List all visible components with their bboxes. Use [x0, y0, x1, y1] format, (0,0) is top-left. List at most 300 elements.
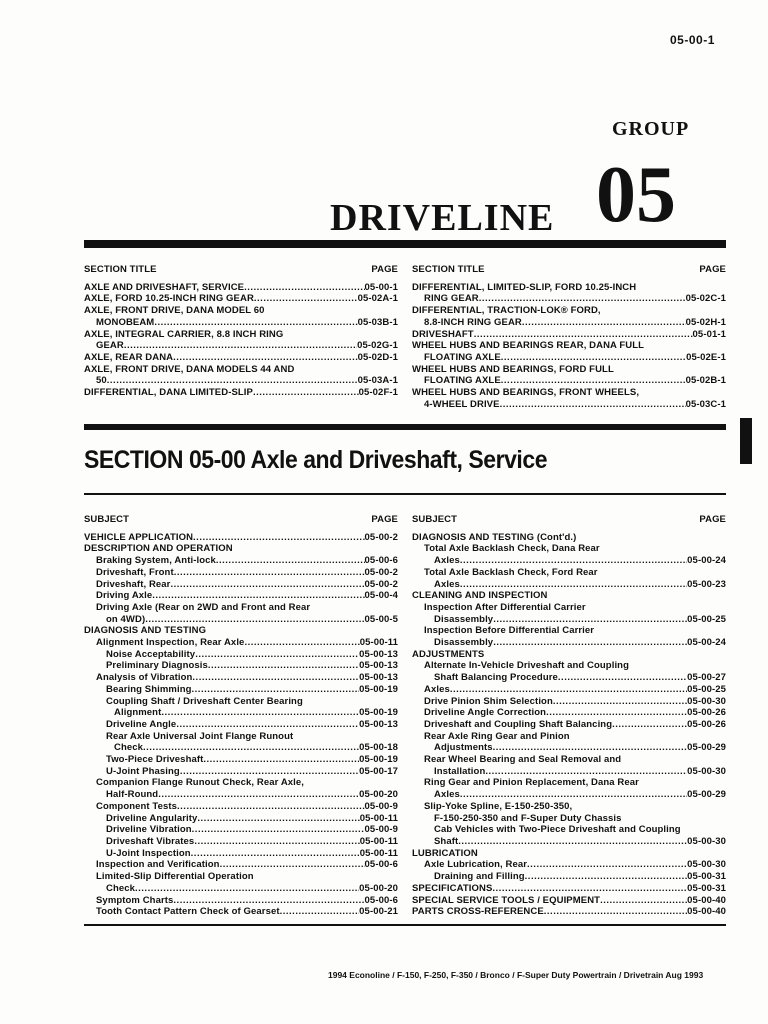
leader-dots [460, 555, 687, 567]
group-toc-entry [412, 387, 726, 399]
section-toc-entry-title: Disassembly [434, 637, 494, 649]
leader-dots [244, 637, 359, 649]
leader-dots [124, 340, 357, 352]
section-toc-entry [412, 731, 726, 743]
section-toc-entry-page: 05-00-31 [687, 882, 726, 894]
section-toc-header [84, 514, 398, 526]
section-toc-entry-page: 05-00-13 [359, 648, 398, 660]
group-toc-entry-page: 05-03A-1 [357, 375, 398, 387]
group-toc-entry-title: WHEEL HUBS AND BEARINGS, FRONT WHEELS, [412, 387, 640, 399]
section-toc-entry-title: Driveshaft and Coupling Shaft Balancing [424, 718, 613, 730]
leader-dots [525, 871, 688, 883]
section-toc-entry-page: 05-00-6 [364, 859, 398, 871]
group-toc-entry-title: WHEEL HUBS AND BEARINGS REAR, DANA FULL [412, 340, 645, 352]
group-toc-header [412, 264, 726, 276]
leader-dots [629, 660, 726, 672]
section-toc-entry-title: Half-Round [106, 789, 159, 801]
section-toc-entry-page: 05-00-19 [359, 707, 398, 719]
section-toc-entry-title: Inspection and Verification [96, 859, 220, 871]
section-toc-entry-page: 05-00-13 [359, 718, 398, 730]
section-toc-left [84, 514, 398, 918]
leader-dots [598, 567, 726, 579]
group-toc-entry-title: DIFFERENTIAL, TRACTION-LOK® FORD, [412, 305, 601, 317]
section-title-rule [84, 493, 726, 495]
leader-dots [195, 649, 359, 661]
section-toc-entry-title: Disassembly [434, 613, 494, 625]
section-toc-entry-page: 05-00-27 [687, 672, 726, 684]
leader-dots [293, 731, 398, 743]
section-toc-right [412, 514, 726, 918]
section-toc-entry-page: 05-00-19 [359, 754, 398, 766]
leader-dots [304, 777, 398, 789]
leader-dots [280, 906, 360, 918]
section-toc-entry [84, 543, 398, 555]
group-toc-entry-page: 05-02C-1 [685, 293, 726, 305]
section-toc-entry-title: Inspection After Differential Carrier [424, 601, 586, 613]
leader-dots [197, 813, 359, 825]
group-toc-entry [412, 293, 726, 305]
leader-dots [558, 672, 687, 684]
section-toc-entry [412, 848, 726, 860]
leader-dots [192, 684, 360, 696]
section-toc-entry [84, 906, 398, 918]
section-toc-entry-title: CLEANING AND INSPECTION [412, 590, 548, 602]
section-toc-entry [84, 696, 398, 708]
section-toc-entry-page: 05-00-4 [364, 590, 398, 602]
section-toc-entry [412, 766, 726, 778]
section-toc-entry [84, 895, 398, 907]
section-toc-entry-title: Ring Gear and Pinion Replacement, Dana Rear [424, 777, 639, 789]
group-toc-entry [412, 399, 726, 411]
group-toc-entry-title: RING GEAR [424, 293, 479, 305]
section-toc-entry [412, 579, 726, 591]
group-toc-entry [412, 317, 726, 329]
group-toc-entry-page: 05-02H-1 [685, 316, 726, 328]
section-toc-entry-title: Adjustments [434, 742, 493, 754]
section-toc-entry-title: Rear Axle Universal Joint Flange Runout [106, 730, 294, 742]
leader-dots [193, 532, 365, 544]
leader-dots [254, 293, 358, 305]
group-number: 05 [596, 151, 676, 239]
leader-dots [158, 789, 359, 801]
leader-dots [644, 340, 726, 352]
leader-dots [478, 848, 726, 860]
section-toc-entry-title: Axles [424, 683, 450, 695]
section-toc-entry [84, 777, 398, 789]
group-toc-entry-title: MONOBEAM [96, 316, 155, 328]
group-toc-entry-page: 05-02F-1 [358, 387, 398, 399]
section-toc-entry [412, 637, 726, 649]
section-toc-entry-page: 05-00-20 [359, 789, 398, 801]
section-toc-entry [412, 824, 726, 836]
leader-dots [493, 742, 688, 754]
group-toc-entry-page: 05-02E-1 [686, 351, 726, 363]
group-toc-entry-page: 05-01-1 [692, 328, 726, 340]
section-rule-top [84, 424, 726, 430]
section-toc-entry-title: Cab Vehicles with Two-Piece Driveshaft and Coupling [434, 824, 681, 836]
section-toc-entry-title: Two-Piece Driveshaft [106, 754, 204, 766]
section-toc-entry [412, 696, 726, 708]
section-toc-entry-title: VEHICLE APPLICATION [84, 531, 194, 543]
group-toc-entry-page: 05-02B-1 [685, 375, 726, 387]
group-toc-entry [84, 340, 398, 352]
leader-dots [594, 625, 726, 637]
leader-dots [253, 387, 359, 399]
section-toc-entry [412, 555, 726, 567]
section-toc-entry-title: Axles [434, 578, 460, 590]
section-toc-entry [412, 895, 726, 907]
section-toc-entry-title: Total Axle Backlash Check, Dana Rear [424, 543, 600, 555]
section-toc-entry [412, 649, 726, 661]
section-toc-entry-page: 05-00-11 [359, 847, 398, 859]
section-toc-entry-title: Symptom Charts [96, 894, 174, 906]
group-label: GROUP [612, 118, 690, 140]
section-toc-entry-page: 05-00-2 [364, 531, 398, 543]
leader-dots [479, 293, 686, 305]
leader-dots [265, 305, 398, 317]
leader-dots [460, 789, 687, 801]
page-number: 05-00-1 [670, 33, 715, 47]
section-toc-entry [412, 754, 726, 766]
section-toc-entry [412, 719, 726, 731]
leader-dots [194, 836, 359, 848]
section-toc-entry-title: Alternate In-Vehicle Driveshaft and Coupling [424, 660, 629, 672]
section-toc-entry-title: Driveline Angularity [106, 812, 198, 824]
section-toc-entry-page: 05-00-40 [687, 894, 726, 906]
leader-dots [135, 883, 359, 895]
section-toc-entry-title: PARTS CROSS-REFERENCE [412, 906, 544, 918]
leader-dots [294, 364, 398, 376]
section-toc-entry-title: Rear Axle Ring Gear and Pinion [424, 730, 570, 742]
leader-dots [639, 387, 726, 399]
leader-dots [614, 364, 726, 376]
section-toc-entry-page: 05-00-29 [687, 789, 726, 801]
section-toc-header-title: SUBJECT [412, 514, 458, 525]
group-toc-header-page: PAGE [699, 264, 726, 275]
section-toc-entry-title: SPECIAL SERVICE TOOLS / EQUIPMENT [412, 894, 601, 906]
group-toc-entry-title: AXLE, REAR DANA [84, 351, 174, 363]
section-toc-entry [84, 555, 398, 567]
group-toc-entry [84, 293, 398, 305]
group-toc-entry-title: DIFFERENTIAL, DANA LIMITED-SLIP [84, 387, 253, 399]
section-toc-entry [84, 836, 398, 848]
leader-dots [177, 801, 365, 813]
leader-dots [173, 895, 364, 907]
section-toc-entry [84, 579, 398, 591]
section-toc-entry-page: 05-00-31 [687, 871, 726, 883]
section-toc-entry [84, 871, 398, 883]
section-toc-entry-page: 05-00-26 [687, 707, 726, 719]
section-toc-entry-title: Limited-Slip Differential Operation [96, 871, 254, 883]
section-toc-entry-title: Noise Acceptability [106, 648, 196, 660]
leader-dots [174, 567, 365, 579]
section-toc-entry-title: Axles [434, 789, 460, 801]
section-toc-entry-title: Driving Axle [96, 590, 153, 602]
leader-dots [600, 895, 687, 907]
section-toc-entry-title: Total Axle Backlash Check, Ford Rear [424, 566, 598, 578]
section-toc-entry-page: 05-00-2 [364, 566, 398, 578]
section-toc-entry [412, 672, 726, 684]
section-toc-entry [84, 637, 398, 649]
section-toc-entry [412, 707, 726, 719]
leader-dots [546, 707, 687, 719]
section-toc-entry-title: ADJUSTMENTS [412, 648, 485, 660]
group-toc-entry [84, 282, 398, 294]
group-header-rule [84, 240, 726, 248]
section-toc-entry [84, 848, 398, 860]
leader-dots [553, 696, 687, 708]
section-toc-entry-page: 05-00-29 [687, 742, 726, 754]
footer-text: 1994 Econoline / F-150, F-250, F-350 / Bronco / F-Super Duty Powertrain / Drivetrain Aug 1993 [328, 970, 704, 980]
section-toc-entry-title: Inspection Before Differential Carrier [424, 625, 595, 637]
section-toc-entry-title: DIAGNOSIS AND TESTING (Cont'd.) [412, 531, 577, 543]
section-toc-entry [412, 567, 726, 579]
group-toc-entry [412, 340, 726, 352]
section-toc-entry-title: Tooth Contact Pattern Check of Gearset [96, 906, 280, 918]
section-toc-entry-title: Check [114, 742, 144, 754]
section-toc-entry [84, 719, 398, 731]
section-toc-entry-page: 05-00-5 [364, 613, 398, 625]
section-toc-entry [84, 766, 398, 778]
group-toc-entry [412, 352, 726, 364]
section-toc-entry-page: 05-00-20 [359, 882, 398, 894]
section-toc-entry-page: 05-00-23 [687, 578, 726, 590]
group-title: DRIVELINE [330, 197, 555, 239]
leader-dots [501, 352, 686, 364]
leader-dots [107, 375, 358, 387]
section-toc-entry-title: Driveshaft Vibrates [106, 835, 195, 847]
section-toc-entry-page: 05-00-24 [687, 555, 726, 567]
section-toc-entry [412, 813, 726, 825]
group-toc-entry-title: 8.8-INCH RING GEAR [424, 316, 522, 328]
section-toc-entry-title: Bearing Shimming [106, 683, 192, 695]
group-toc-entry-title: AXLE, INTEGRAL CARRIER, 8.8 INCH RING [84, 328, 284, 340]
section-toc-entry-page: 05-00-24 [687, 637, 726, 649]
section-toc-entry-title: Driveshaft, Rear [96, 578, 171, 590]
section-toc-entry-title: DIAGNOSIS AND TESTING [84, 625, 207, 637]
section-toc-entry [412, 684, 726, 696]
leader-dots [143, 742, 359, 754]
group-toc-entry-page: 05-03C-1 [685, 398, 726, 410]
section-toc-entry-title: Driveshaft, Front [96, 566, 174, 578]
section-toc-header-page: PAGE [371, 514, 398, 525]
group-toc-entry-title: 4-WHEEL DRIVE [424, 398, 500, 410]
section-toc-entry-title: Draining and Filling [434, 871, 525, 883]
group-toc-entry [412, 329, 726, 341]
leader-dots [600, 543, 726, 555]
section-toc-header-title: SUBJECT [84, 514, 130, 525]
leader-dots [154, 317, 357, 329]
section-toc-entry-title: Check [106, 882, 136, 894]
section-toc-entry-title: on 4WD) [106, 613, 146, 625]
leader-dots [145, 614, 364, 626]
section-title: SECTION 05-00 Axle and Driveshaft, Service [84, 446, 548, 474]
leader-dots [220, 859, 365, 871]
group-toc-entry [412, 282, 726, 294]
group-toc-entry-title: 50 [96, 375, 107, 387]
group-toc-entry-page: 05-00-1 [364, 281, 398, 293]
leader-dots [544, 906, 687, 918]
leader-dots [180, 766, 359, 778]
group-toc-right [412, 264, 726, 410]
section-toc-entry [412, 532, 726, 544]
group-toc-entry-title: AXLE, FRONT DRIVE, DANA MODELS 44 AND [84, 363, 295, 375]
section-toc-entry-title: Axles [434, 555, 460, 567]
group-toc-entry [84, 329, 398, 341]
group-toc-entry-page: 05-02A-1 [357, 293, 398, 305]
section-toc-entry-page: 05-00-6 [364, 894, 398, 906]
section-toc-entry-page: 05-00-30 [687, 765, 726, 777]
leader-dots [527, 859, 687, 871]
section-toc-entry-title: LUBRICATION [412, 847, 478, 859]
section-toc-entry-page: 05-00-30 [687, 859, 726, 871]
section-toc-entry [84, 614, 398, 626]
group-toc-entry [84, 305, 398, 317]
group-toc-entry-title: AXLE, FORD 10.25-INCH RING GEAR [84, 293, 254, 305]
section-toc-entry [412, 543, 726, 555]
section-toc-entry [84, 883, 398, 895]
leader-dots [173, 352, 357, 364]
section-toc-entry-title: Component Tests [96, 800, 178, 812]
group-toc-entry [84, 364, 398, 376]
section-toc-entry [412, 883, 726, 895]
leader-dots [572, 801, 726, 813]
leader-dots [485, 766, 687, 778]
leader-dots [152, 590, 364, 602]
group-toc-entry [412, 375, 726, 387]
section-toc-entry [84, 801, 398, 813]
section-toc-entry-title: Driveline Vibration [106, 824, 192, 836]
leader-dots [492, 883, 687, 895]
leader-dots [254, 871, 398, 883]
section-toc-entry-title: Alignment [114, 707, 162, 719]
section-toc-entry-title: Analysis of Vibration [96, 672, 193, 684]
leader-dots [244, 282, 364, 294]
section-toc-entry-title: Braking System, Anti-lock [96, 555, 216, 567]
section-toc-entry-title: DESCRIPTION AND OPERATION [84, 543, 233, 555]
leader-dots [621, 754, 726, 766]
section-toc-entry [84, 602, 398, 614]
section-toc-entry-title: Preliminary Diagnosis [106, 660, 208, 672]
section-toc-entry [84, 660, 398, 672]
section-toc-entry [412, 836, 726, 848]
section-toc-entry-title: SPECIFICATIONS [412, 882, 493, 894]
group-toc-entry-page: 05-02G-1 [357, 340, 398, 352]
section-toc-entry [412, 590, 726, 602]
section-toc-entry-title: U-Joint Inspection [106, 847, 191, 859]
group-toc-entry [84, 317, 398, 329]
section-toc-entry [84, 754, 398, 766]
section-toc-entry [412, 742, 726, 754]
leader-dots [493, 614, 687, 626]
section-toc-entry [84, 672, 398, 684]
leader-dots [639, 777, 726, 789]
group-toc-entry-title: DIFFERENTIAL, LIMITED-SLIP, FORD 10.25-INCH [412, 281, 637, 293]
section-toc-entry-page: 05-00-11 [359, 812, 398, 824]
section-toc-entry-page: 05-00-19 [359, 683, 398, 695]
group-toc-entry-title: DRIVESHAFT [412, 328, 474, 340]
leader-dots [501, 375, 686, 387]
section-toc-entry [84, 742, 398, 754]
section-toc-entry [84, 625, 398, 637]
section-toc-entry [412, 789, 726, 801]
leader-dots [310, 602, 398, 614]
section-toc-entry-title: Driving Axle (Rear on 2WD and Front and Rear [96, 601, 311, 613]
section-toc-entry [84, 532, 398, 544]
section-toc-entry [84, 859, 398, 871]
section-toc-entry [412, 871, 726, 883]
section-toc-entry-page: 05-00-25 [687, 613, 726, 625]
section-toc-entry-page: 05-00-11 [359, 637, 398, 649]
leader-dots [176, 719, 359, 731]
group-toc-entry [84, 375, 398, 387]
section-toc-entry-title: Alignment Inspection, Rear Axle [96, 637, 245, 649]
leader-dots [484, 649, 726, 661]
section-toc-entry-title: U-Joint Phasing [106, 765, 180, 777]
leader-dots [612, 719, 687, 731]
leader-dots [500, 399, 686, 411]
section-toc-entry-title: Installation [434, 765, 486, 777]
group-toc-left [84, 264, 398, 399]
section-toc-entry [412, 625, 726, 637]
leader-dots [233, 543, 398, 555]
section-toc-entry-page: 05-00-9 [364, 800, 398, 812]
leader-dots [283, 329, 398, 341]
section-toc-entry-page: 05-00-21 [359, 906, 398, 918]
group-toc-entry-title: AXLE, FRONT DRIVE, DANA MODEL 60 [84, 305, 265, 317]
section-toc-entry-title: Rear Wheel Bearing and Seal Removal and [424, 754, 622, 766]
section-toc-entry [84, 649, 398, 661]
leader-dots [622, 813, 726, 825]
section-toc-entry-page: 05-00-13 [359, 660, 398, 672]
leader-dots [681, 824, 726, 836]
leader-dots [216, 555, 365, 567]
group-toc-header-page: PAGE [371, 264, 398, 275]
section-toc-entry-title: Driveline Angle [106, 718, 177, 730]
group-toc-entry-title: GEAR [96, 340, 124, 352]
group-toc-entry-title: AXLE AND DRIVESHAFT, SERVICE [84, 281, 245, 293]
leader-dots [601, 305, 726, 317]
section-toc-entry-title: F-150-250-350 and F-Super Duty Chassis [434, 812, 622, 824]
section-toc-entry [84, 731, 398, 743]
leader-dots [576, 532, 726, 544]
section-toc-entry-title: Shaft [434, 835, 459, 847]
section-toc-entry-title: Drive Pinion Shim Selection [424, 695, 553, 707]
section-toc-entry-title: Shaft Balancing Procedure [434, 672, 558, 684]
section-tab-marker [740, 418, 752, 464]
section-toc-header [412, 514, 726, 526]
leader-dots [493, 637, 687, 649]
group-toc-entry-title: FLOATING AXLE [424, 375, 501, 387]
leader-dots [450, 684, 687, 696]
group-toc-entry [412, 305, 726, 317]
section-toc-entry [84, 684, 398, 696]
group-toc-entry [84, 387, 398, 399]
leader-dots [192, 672, 359, 684]
leader-dots [192, 824, 365, 836]
section-toc-entry-title: Companion Flange Runout Check, Rear Axle, [96, 777, 305, 789]
group-toc-header-title: SECTION TITLE [412, 264, 485, 275]
section-toc-entry-title: Slip-Yoke Spline, E-150-250-350, [424, 800, 573, 812]
section-toc-entry-page: 05-00-30 [687, 695, 726, 707]
section-bottom-rule [84, 924, 726, 926]
group-toc-entry-page: 05-03B-1 [357, 316, 398, 328]
group-toc-entry-page: 05-02D-1 [357, 351, 398, 363]
section-toc-entry [84, 813, 398, 825]
section-toc-entry [412, 906, 726, 918]
section-toc-header-page: PAGE [699, 514, 726, 525]
group-toc-entry-title: WHEEL HUBS AND BEARINGS, FORD FULL [412, 363, 614, 375]
